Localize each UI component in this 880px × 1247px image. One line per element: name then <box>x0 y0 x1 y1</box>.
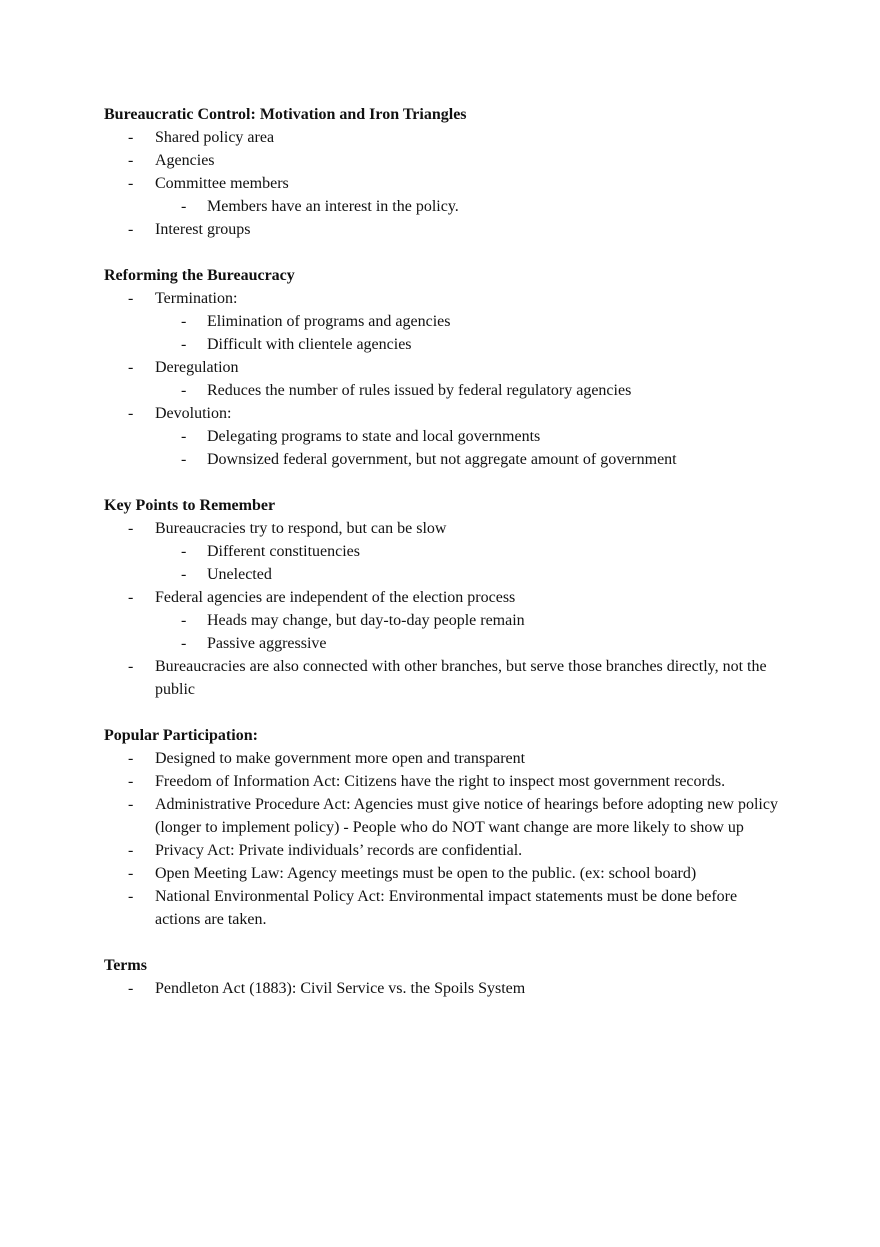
dash-bullet-icon: - <box>181 543 187 560</box>
sub-list-item-text: Members have an interest in the policy. <box>207 198 459 215</box>
dash-bullet-icon: - <box>181 198 187 215</box>
dash-bullet-icon: - <box>128 359 134 376</box>
list-item <box>104 977 784 1000</box>
sub-list-item-text: Delegating programs to state and local governments <box>207 428 541 445</box>
section-heading: Key Points to Remember <box>104 497 276 514</box>
sub-list-item-text: Unelected <box>207 566 272 583</box>
list-item-text: Bureaucracies try to respond, but can be slow <box>155 520 447 537</box>
dash-bullet-icon: - <box>128 658 134 675</box>
sub-list-item <box>104 195 784 218</box>
dash-bullet-icon: - <box>181 336 187 353</box>
dash-bullet-icon: - <box>128 405 134 422</box>
dash-bullet-icon: - <box>181 382 187 399</box>
list-item <box>104 770 784 793</box>
list-item-text: Privacy Act: Private individuals’ records are confidential. <box>155 842 523 859</box>
dash-bullet-icon: - <box>128 290 134 307</box>
sub-list-item <box>104 540 784 563</box>
dash-bullet-icon: - <box>181 313 187 330</box>
sub-list-item-text: Difficult with clientele agencies <box>207 336 412 353</box>
list-item <box>104 862 784 885</box>
dash-bullet-icon: - <box>128 152 134 169</box>
bullet-list <box>104 747 784 931</box>
section-terms <box>104 954 784 1000</box>
list-item <box>104 126 784 149</box>
sub-list-item <box>104 425 784 448</box>
bullet-list <box>104 517 784 701</box>
bullet-list <box>104 287 784 471</box>
list-item-text: National Environmental Policy Act: Environmental impact statements must be done before actions are taken. <box>155 888 738 928</box>
list-item <box>104 839 784 862</box>
list-item-text: Federal agencies are independent of the election process <box>155 589 516 606</box>
dash-bullet-icon: - <box>181 566 187 583</box>
list-item <box>104 655 784 701</box>
dash-bullet-icon: - <box>181 451 187 468</box>
dash-bullet-icon: - <box>128 129 134 146</box>
dash-bullet-icon: - <box>128 796 134 813</box>
bullet-list <box>104 977 784 1000</box>
sub-list-item <box>104 609 784 632</box>
list-item-text: Termination: <box>155 290 238 307</box>
sub-list-item-text: Heads may change, but day-to-day people remain <box>207 612 525 629</box>
sub-list-item-text: Reduces the number of rules issued by federal regulatory agencies <box>207 382 632 399</box>
sub-list-item-text: Elimination of programs and agencies <box>207 313 451 330</box>
list-item-text: Shared policy area <box>155 129 275 146</box>
list-item <box>104 356 784 379</box>
sub-list-item <box>104 448 784 471</box>
dash-bullet-icon: - <box>181 635 187 652</box>
dash-bullet-icon: - <box>128 750 134 767</box>
sub-list-item <box>104 632 784 655</box>
dash-bullet-icon: - <box>128 175 134 192</box>
list-item <box>104 517 784 540</box>
dash-bullet-icon: - <box>128 980 134 997</box>
list-item <box>104 172 784 195</box>
section-heading: Reforming the Bureaucracy <box>104 267 295 284</box>
sub-list-item <box>104 333 784 356</box>
dash-bullet-icon: - <box>128 520 134 537</box>
list-item-text: Designed to make government more open and transparent <box>155 750 526 767</box>
list-item <box>104 402 784 425</box>
list-item <box>104 586 784 609</box>
dash-bullet-icon: - <box>128 589 134 606</box>
dash-bullet-icon: - <box>181 612 187 629</box>
list-item-text: Deregulation <box>155 359 239 376</box>
section-reforming-the-bureaucracy <box>104 264 784 471</box>
list-item <box>104 287 784 310</box>
section-heading: Bureaucratic Control: Motivation and Iron Triangles <box>104 106 467 123</box>
bullet-list <box>104 126 784 241</box>
list-item-text: Open Meeting Law: Agency meetings must be open to the public. (ex: school board) <box>155 865 697 882</box>
list-item-text: Freedom of Information Act: Citizens have the right to inspect most government records. <box>155 773 726 790</box>
sub-list-item <box>104 379 784 402</box>
sub-list-item <box>104 563 784 586</box>
list-item-text: Devolution: <box>155 405 232 422</box>
list-item <box>104 885 784 931</box>
document-content <box>104 103 784 1023</box>
dash-bullet-icon: - <box>128 888 134 905</box>
dash-bullet-icon: - <box>128 221 134 238</box>
section-heading: Terms <box>104 957 147 974</box>
list-item <box>104 747 784 770</box>
section-bureaucratic-control-motivation-and-iron-triangles <box>104 103 784 241</box>
section-popular-participation <box>104 724 784 931</box>
list-item <box>104 793 784 839</box>
sub-list-item-text: Passive aggressive <box>207 635 327 652</box>
list-item <box>104 218 784 241</box>
section-key-points-to-remember <box>104 494 784 701</box>
dash-bullet-icon: - <box>181 428 187 445</box>
list-item-text: Interest groups <box>155 221 251 238</box>
list-item-text: Administrative Procedure Act: Agencies must give notice of hearings before adopting new policy (longer to implement policy) - People who do NOT want change are more likely to show up <box>155 796 778 836</box>
dash-bullet-icon: - <box>128 842 134 859</box>
list-item-text: Pendleton Act (1883): Civil Service vs. the Spoils System <box>155 980 526 997</box>
dash-bullet-icon: - <box>128 865 134 882</box>
sub-list-item-text: Different constituencies <box>207 543 360 560</box>
section-heading: Popular Participation: <box>104 727 258 744</box>
list-item-text: Agencies <box>155 152 215 169</box>
sub-list-item-text: Downsized federal government, but not aggregate amount of government <box>207 451 677 468</box>
list-item-text: Committee members <box>155 175 289 192</box>
list-item <box>104 149 784 172</box>
dash-bullet-icon: - <box>128 773 134 790</box>
list-item-text: Bureaucracies are also connected with other branches, but serve those branches directly, not the public <box>155 658 767 698</box>
sub-list-item <box>104 310 784 333</box>
